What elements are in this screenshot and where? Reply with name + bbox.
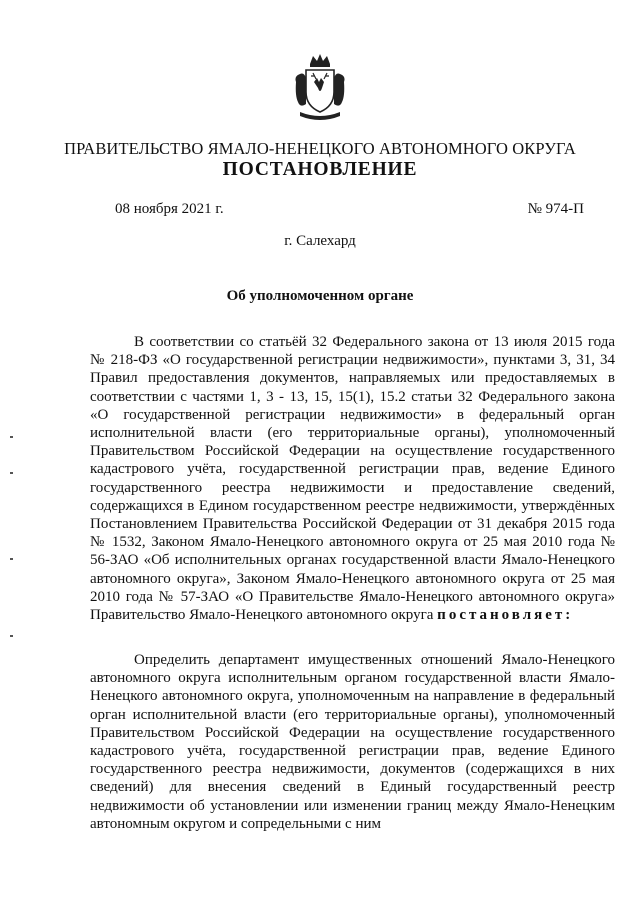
body-paragraph-2 <box>90 651 615 833</box>
scan-margin-mark <box>10 472 13 474</box>
paragraph-1-text: В соответствии со статьёй 32 Федерального закона от 13 июля 2015 года № 218-ФЗ «О государственной регистрации недвижимости», пунктами 3, 31, 34 Правил предоставления документов, направляемых или предоставляемых в соответствии с частями 1, 3 - 13, 15, 15(1), 15.2 статьи 32 Федерального закона «О государственной регистрации недвижимости» в федеральный орган исполнительной власти (его территориальные органы), уполномоченный Правительством Российской Федерации на осуществление государственного кадастрового учёта, государственной регистрации прав, ведение Единого государственного реестра недвижимости и предоставление сведений, содержащихся в Едином государственном реестре недвижимости, утверждённых Постановлением Правительства Российской Федерации от 31 декабря 2015 года № 1532, Законом Ямало-Ненецкого автономного округа от 25 мая 2010 года № 56-ЗАО «Об исполнительных органах государственной власти Ямало-Ненецкого автономного округа», Законом Ямало-Ненецкого автономного округа от 25 мая 2010 года № 57-ЗАО «О Правительстве Ямало-Ненецкого автономного округа» Правительство Ямало-Ненецкого автономного округа <box>90 334 615 624</box>
document-number: № 974-П <box>527 201 584 217</box>
yamal-nenets-coat-of-arms-icon <box>292 52 348 126</box>
emblem <box>292 52 348 126</box>
document-heading: Об уполномоченном органе <box>226 288 414 304</box>
resolution-verb: постановляет: <box>437 607 574 624</box>
body-paragraph-1 <box>90 333 615 624</box>
document-type: ПОСТАНОВЛЕНИЕ <box>222 159 418 180</box>
scan-margin-mark <box>10 635 13 637</box>
scan-margin-mark <box>10 436 13 438</box>
document-date: 08 ноября 2021 г. <box>115 201 224 217</box>
document-city: г. Салехард <box>284 233 356 249</box>
paragraph-2-text: Определить департамент имущественных отношений Ямало-Ненецкого автономного округа исполнительным органом государственной власти Ямало-Ненецкого автономного округа, уполномоченным на направление в федеральный орган исполнительной власти (его территориальные органы), уполномоченный Правительством Российской Федерации на осуществление государственного кадастрового учёта, государственной регистрации прав, ведение Единого государственного реестра недвижимости, документов (содержащихся в них сведений) для внесения сведений в Единый государственный реестр недвижимости об установлении или изменении границ между Ямало-Ненецким автономным округом и сопредельными с ним <box>90 652 615 832</box>
scan-margin-mark <box>10 558 13 560</box>
government-name: ПРАВИТЕЛЬСТВО ЯМАЛО-НЕНЕЦКОГО АВТОНОМНОГО ОКРУГА <box>64 139 576 158</box>
